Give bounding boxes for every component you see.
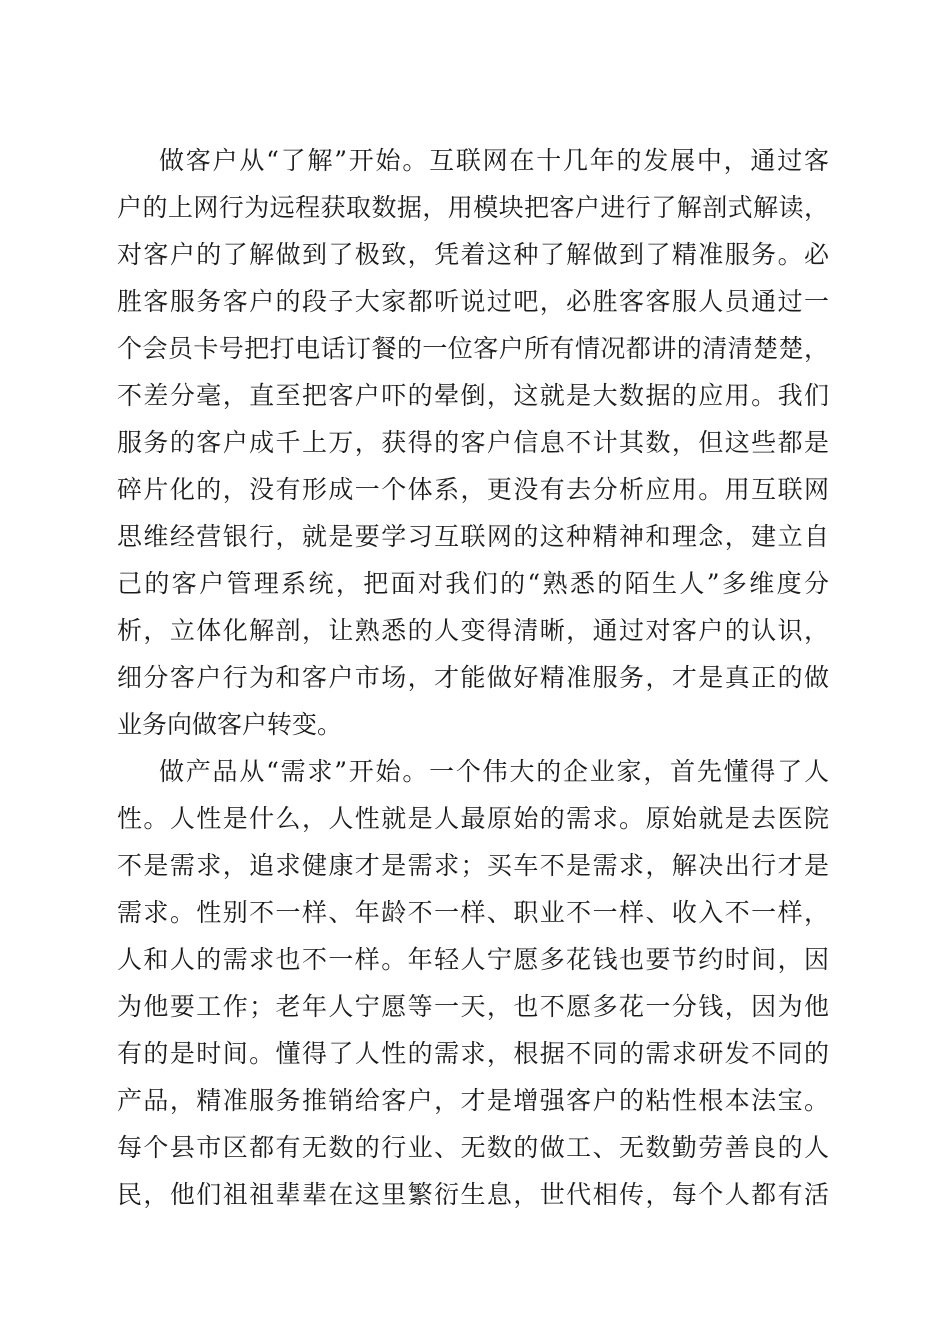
text-line: 每个县市区都有无数的行业、无数的做工、无数勤劳善良的人 bbox=[117, 1133, 829, 1162]
text-line: 民，他们祖祖辈辈在这里繁衍生息，世代相传，每个人都有活 bbox=[117, 1180, 829, 1209]
text-line: 析，立体化解剖，让熟悉的人变得清晰，通过对客户的认识， bbox=[117, 616, 829, 645]
text-line: 为他要工作；老年人宁愿等一天，也不愿多花一分钱，因为他 bbox=[117, 992, 829, 1021]
text-line: 思维经营银行，就是要学习互联网的这种精神和理念，建立自 bbox=[117, 522, 829, 551]
text-line: 碎片化的，没有形成一个体系，更没有去分析应用。用互联网 bbox=[117, 475, 829, 504]
text-line: 产品，精准服务推销给客户，才是增强客户的粘性根本法宝。 bbox=[117, 1086, 829, 1115]
text-line: 需求。性别不一样、年龄不一样、职业不一样、收入不一样， bbox=[117, 898, 829, 927]
text-line: 胜客服务客户的段子大家都听说过吧，必胜客客服人员通过一 bbox=[117, 287, 829, 316]
text-line: 做客户从“了解”开始。互联网在十几年的发展中，通过客 bbox=[159, 146, 829, 175]
text-line: 细分客户行为和客户市场，才能做好精准服务，才是真正的做 bbox=[117, 663, 829, 692]
text-line: 己的客户管理系统，把面对我们的“熟悉的陌生人”多维度分 bbox=[117, 569, 829, 598]
text-line: 个会员卡号把打电话订餐的一位客户所有情况都讲的清清楚楚， bbox=[117, 334, 829, 363]
text-line: 对客户的了解做到了极致，凭着这种了解做到了精准服务。必 bbox=[117, 240, 829, 269]
text-line: 做产品从“需求”开始。一个伟大的企业家，首先懂得了人 bbox=[159, 757, 829, 786]
text-line: 不差分毫，直至把客户吓的晕倒，这就是大数据的应用。我们 bbox=[117, 381, 829, 410]
paragraph-2 bbox=[117, 748, 829, 1218]
text-line: 业务向做客户转变。 bbox=[117, 710, 343, 739]
text-line: 不是需求，追求健康才是需求；买车不是需求，解决出行才是 bbox=[117, 851, 829, 880]
paragraph-1 bbox=[117, 137, 829, 748]
text-line: 服务的客户成千上万，获得的客户信息不计其数，但这些都是 bbox=[117, 428, 829, 457]
text-line: 人和人的需求也不一样。年轻人宁愿多花钱也要节约时间，因 bbox=[117, 945, 829, 974]
text-line: 性。人性是什么，人性就是人最原始的需求。原始就是去医院 bbox=[117, 804, 829, 833]
text-line: 户的上网行为远程获取数据，用模块把客户进行了解剖式解读， bbox=[117, 193, 829, 222]
text-line: 有的是时间。懂得了人性的需求，根据不同的需求研发不同的 bbox=[117, 1039, 829, 1068]
document-body bbox=[117, 137, 829, 1218]
